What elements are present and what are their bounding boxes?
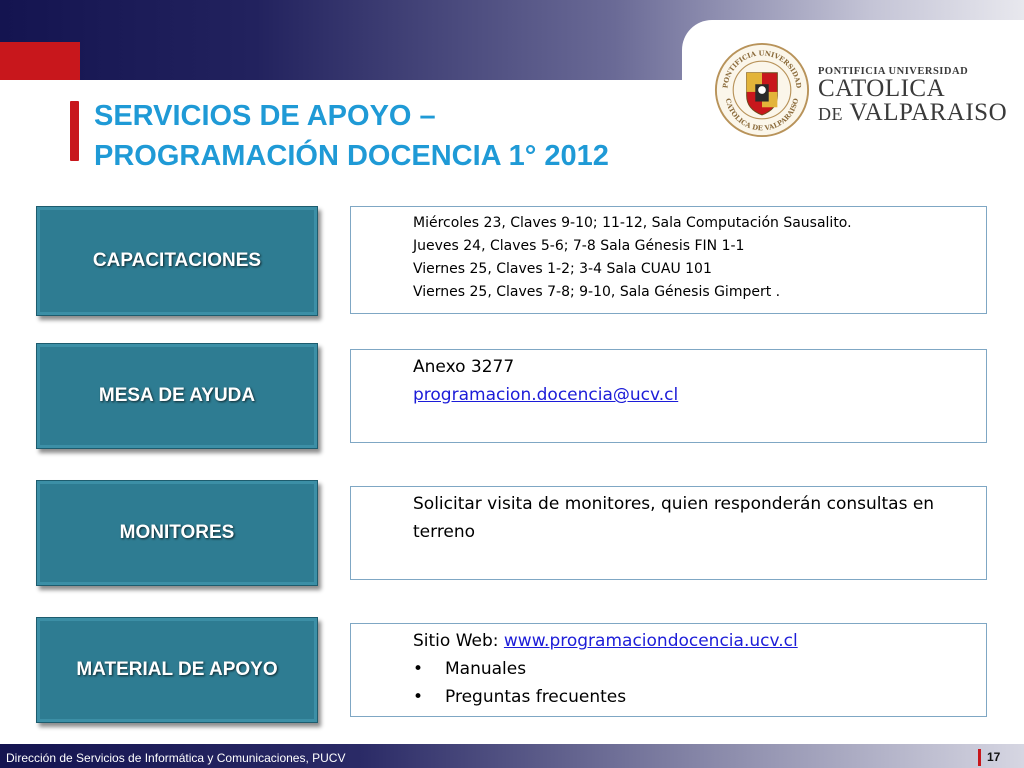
mesa-de-ayuda-anexo: Anexo 3277 bbox=[413, 357, 515, 377]
service-monitores-label: MONITORES bbox=[119, 522, 235, 543]
page-number-accent bbox=[978, 749, 981, 766]
mesa-de-ayuda-details bbox=[350, 349, 987, 443]
logo-city: VALPARAISO bbox=[849, 99, 1008, 126]
header-red-block bbox=[0, 42, 80, 80]
title-accent-bar bbox=[70, 101, 79, 161]
footer-bar bbox=[0, 744, 1024, 768]
service-material-de-apoyo-box bbox=[36, 617, 318, 723]
list-item bbox=[413, 683, 976, 711]
capacitaciones-line-2: Jueves 24, Claves 5-6; 7-8 Sala Génesis FIN 1-1 bbox=[413, 238, 745, 254]
slide-title-line1: SERVICIOS DE APOYO – bbox=[94, 100, 436, 132]
capacitaciones-details bbox=[350, 206, 987, 314]
bullet-icon: • bbox=[413, 687, 424, 707]
footer-text: Dirección de Servicios de Informática y Comunicaciones, PUCV bbox=[6, 751, 346, 765]
help-desk-email-link[interactable]: programacion.docencia@ucv.cl bbox=[413, 385, 679, 405]
material-de-apoyo-details bbox=[350, 623, 987, 717]
university-logo-text bbox=[818, 66, 1007, 126]
service-mesa-de-ayuda-box bbox=[36, 343, 318, 449]
service-capacitaciones-label: CAPACITACIONES bbox=[92, 250, 262, 271]
list-item bbox=[413, 655, 976, 683]
service-mesa-de-ayuda-label: MESA DE AYUDA bbox=[98, 385, 256, 406]
material-site-prefix: Sitio Web: bbox=[413, 631, 504, 651]
bullet-icon: • bbox=[413, 659, 424, 679]
material-site-line bbox=[413, 627, 976, 655]
logo-de: DE bbox=[818, 104, 843, 124]
university-seal-logo bbox=[714, 42, 810, 138]
service-material-de-apoyo-label: MATERIAL DE APOYO bbox=[76, 659, 278, 680]
capacitaciones-line-1: Miércoles 23, Claves 9-10; 11-12, Sala Computación Sausalito. bbox=[413, 215, 852, 231]
logo-line-pontificia: PONTIFICIA UNIVERSIDAD bbox=[818, 66, 969, 77]
logo-line-catolica: CATOLICA bbox=[818, 75, 946, 102]
capacitaciones-line-3: Viernes 25, Claves 1-2; 3-4 Sala CUAU 101 bbox=[413, 261, 712, 277]
monitores-details bbox=[350, 486, 987, 580]
seal-ring-bottom-text: CATOLICA DE VALPARAISO bbox=[723, 97, 801, 133]
logo-line-valparaiso bbox=[818, 101, 1007, 126]
program-website-link[interactable]: www.programaciondocencia.ucv.cl bbox=[503, 631, 798, 651]
bullet-preguntas-frecuentes: Preguntas frecuentes bbox=[445, 687, 627, 707]
slide-title-line2: PROGRAMACIÓN DOCENCIA 1° 2012 bbox=[94, 140, 609, 172]
capacitaciones-line-4: Viernes 25, Claves 7-8; 9-10, Sala Génesis Gimpert . bbox=[413, 284, 781, 300]
page-number: 17 bbox=[987, 750, 1001, 764]
slide-title bbox=[94, 96, 609, 176]
bullet-manuales: Manuales bbox=[445, 659, 527, 679]
service-capacitaciones-box bbox=[36, 206, 318, 316]
monitores-text: Solicitar visita de monitores, quien responderán consultas en terreno bbox=[413, 494, 935, 542]
service-monitores-box bbox=[36, 480, 318, 586]
seal-ring-top-text: PONTIFICIA UNIVERSIDAD bbox=[721, 49, 803, 89]
